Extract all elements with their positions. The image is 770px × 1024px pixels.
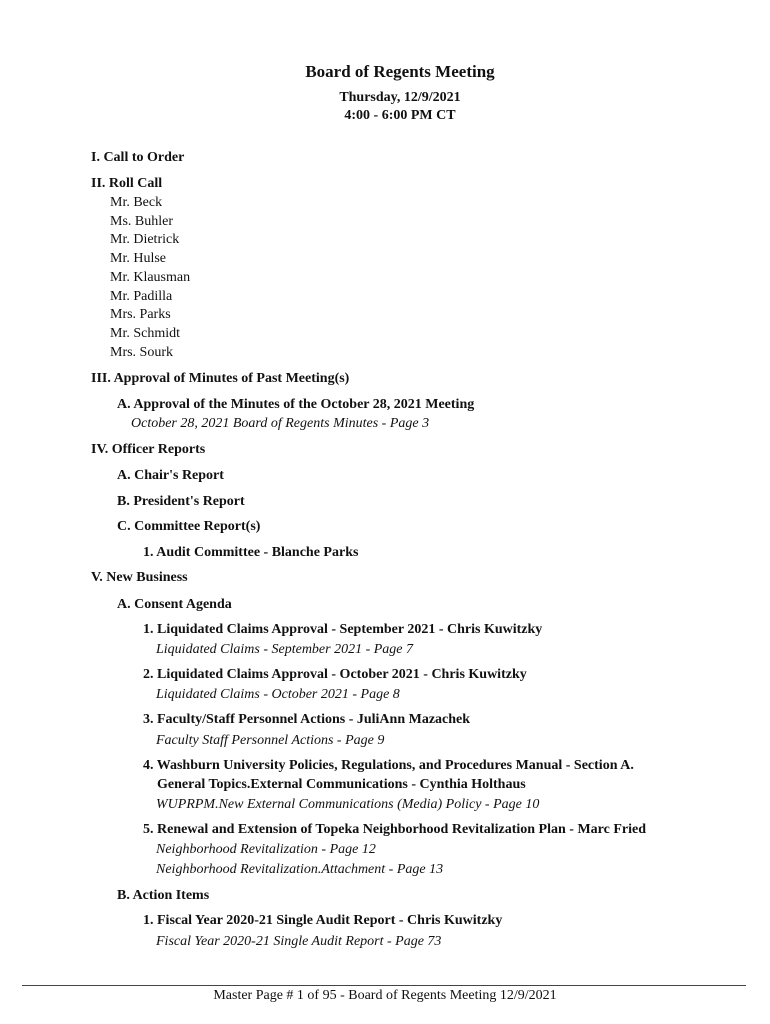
attachment-link[interactable]: WUPRPM.New External Communications (Media) Policy - Page 10 <box>156 797 540 812</box>
agenda-item-neighborhood-revitalization: 5. Renewal and Extension of Topeka Neighborhood Revitalization Plan - Marc Fried <box>143 822 646 837</box>
roll-call-name: Mrs. Parks <box>110 307 171 322</box>
attachment-link[interactable]: October 28, 2021 Board of Regents Minutes - Page 3 <box>131 416 430 431</box>
roll-call-name: Mr. Dietrick <box>110 232 180 247</box>
roll-call-name: Mr. Hulse <box>110 251 166 266</box>
agenda-item-personnel-actions: 3. Faculty/Staff Personnel Actions - JuliAnn Mazachek <box>143 712 471 727</box>
page-footer: Master Page # 1 of 95 - Board of Regents Meeting 12/9/2021 <box>213 988 557 1003</box>
section-call-to-order: I. Call to Order <box>91 150 185 165</box>
meeting-time: 4:00 - 6:00 PM CT <box>344 108 456 123</box>
agenda-item-approval-minutes: A. Approval of the Minutes of the October 28, 2021 Meeting <box>117 397 475 412</box>
section-roll-call: II. Roll Call <box>91 176 163 191</box>
page-title: Board of Regents Meeting <box>305 62 495 81</box>
agenda-item-audit-committee: 1. Audit Committee - Blanche Parks <box>143 545 359 560</box>
agenda-item-policies-manual: 4. Washburn University Policies, Regulations, and Procedures Manual - Section A. <box>143 758 634 773</box>
agenda-item-consent-agenda: A. Consent Agenda <box>117 597 232 612</box>
attachment-link[interactable]: Fiscal Year 2020-21 Single Audit Report - Page 73 <box>156 934 442 949</box>
agenda-item-policies-manual-cont: General Topics.External Communications - Cynthia Holthaus <box>157 777 526 792</box>
attachment-link[interactable]: Neighborhood Revitalization.Attachment - Page 13 <box>156 862 444 877</box>
meeting-date: Thursday, 12/9/2021 <box>339 90 461 105</box>
roll-call-name: Ms. Buhler <box>110 214 173 229</box>
agenda-item-chairs-report: A. Chair's Report <box>117 468 224 483</box>
attachment-link[interactable]: Liquidated Claims - September 2021 - Page 7 <box>156 642 414 657</box>
agenda-item-single-audit-report: 1. Fiscal Year 2020-21 Single Audit Report - Chris Kuwitzky <box>143 913 503 928</box>
section-approval-of-minutes: III. Approval of Minutes of Past Meeting(s) <box>91 371 350 386</box>
section-officer-reports: IV. Officer Reports <box>91 442 206 457</box>
roll-call-name: Mr. Padilla <box>110 289 173 304</box>
attachment-link[interactable]: Liquidated Claims - October 2021 - Page 8 <box>156 687 400 702</box>
roll-call-name: Mrs. Sourk <box>110 345 174 360</box>
agenda-item-committee-reports: C. Committee Report(s) <box>117 519 261 534</box>
attachment-link[interactable]: Neighborhood Revitalization - Page 12 <box>156 842 376 857</box>
section-new-business: V. New Business <box>91 570 188 585</box>
agenda-item-liquidated-claims-oct: 2. Liquidated Claims Approval - October 2021 - Chris Kuwitzky <box>143 667 527 682</box>
agenda-item-presidents-report: B. President's Report <box>117 494 245 509</box>
roll-call-name: Mr. Schmidt <box>110 326 181 341</box>
agenda-item-liquidated-claims-sept: 1. Liquidated Claims Approval - September 2021 - Chris Kuwitzky <box>143 622 543 637</box>
agenda-item-action-items: B. Action Items <box>117 888 210 903</box>
attachment-link[interactable]: Faculty Staff Personnel Actions - Page 9 <box>156 733 385 748</box>
roll-call-name: Mr. Beck <box>110 195 163 210</box>
roll-call-name: Mr. Klausman <box>110 270 191 285</box>
footer-divider <box>22 985 746 986</box>
